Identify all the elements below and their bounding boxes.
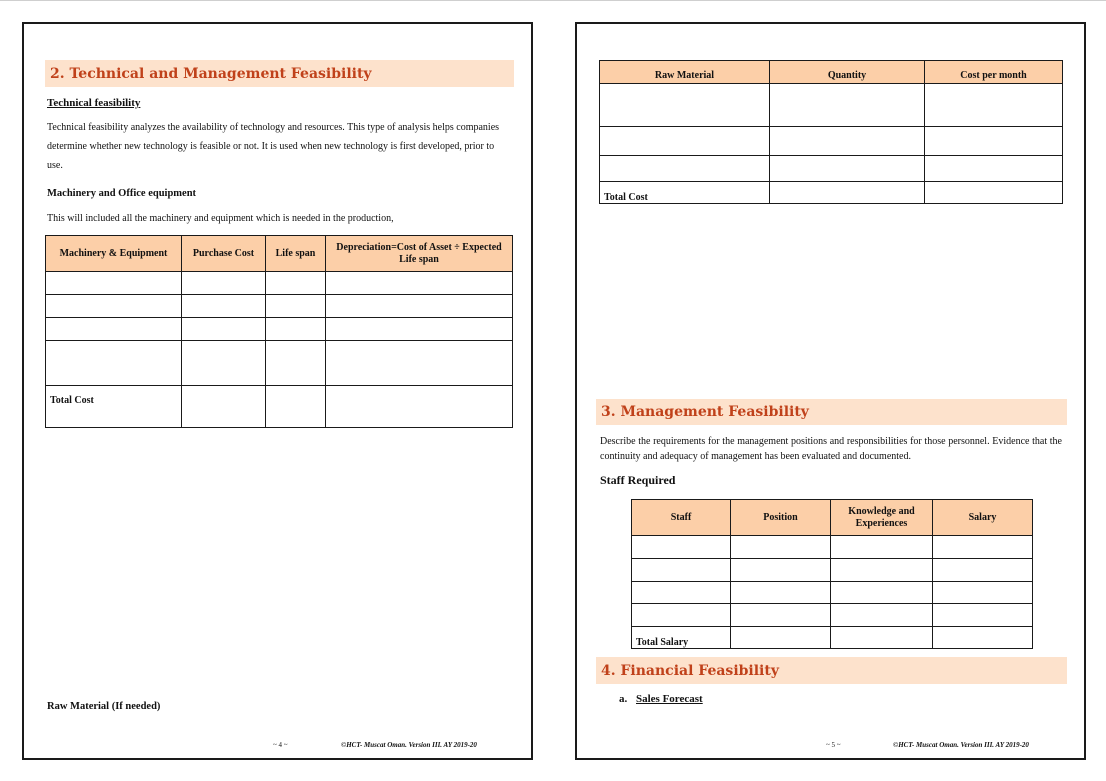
table-cell[interactable] <box>632 582 731 604</box>
table-cell[interactable] <box>326 318 513 341</box>
machinery-office-equipment-title: Machinery and Office equipment <box>47 188 197 199</box>
table-cell[interactable] <box>266 295 326 318</box>
column-header-staff: Staff <box>632 500 731 536</box>
table-cell[interactable] <box>46 341 182 386</box>
table-cell[interactable] <box>731 536 831 559</box>
table-cell[interactable] <box>925 182 1063 204</box>
column-header-depreciation: Depreciation=Cost of Asset ÷ Expected Life span <box>326 236 513 272</box>
table-cell[interactable] <box>831 627 933 649</box>
table-cell[interactable] <box>632 604 731 627</box>
page-number: ~ 4 ~ <box>273 741 288 749</box>
table-row <box>600 84 1063 127</box>
table-cell[interactable] <box>770 156 925 182</box>
sales-forecast-heading: Sales Forecast <box>636 693 703 705</box>
table-cell[interactable] <box>182 386 266 428</box>
total-cost-label: Total Cost <box>46 386 182 428</box>
table-row <box>632 582 1033 604</box>
table-cell[interactable] <box>933 536 1033 559</box>
table-row <box>46 272 513 295</box>
table-cell[interactable] <box>600 84 770 127</box>
column-header-raw-material: Raw Material <box>600 61 770 84</box>
table-cell[interactable] <box>266 272 326 295</box>
table-row <box>600 127 1063 156</box>
column-header-machinery: Machinery & Equipment <box>46 236 182 272</box>
page-footer: ©HCT- Muscat Oman. Version III. AY 2019-20 <box>893 741 1029 749</box>
table-cell[interactable] <box>632 559 731 582</box>
section-heading-financial: 4. Financial Feasibility <box>596 657 1067 684</box>
table-cell[interactable] <box>770 127 925 156</box>
table-cell[interactable] <box>600 156 770 182</box>
column-header-cost-per-month: Cost per month <box>925 61 1063 84</box>
technical-feasibility-title: Technical feasibility <box>47 97 141 109</box>
table-cell[interactable] <box>831 604 933 627</box>
table-total-row <box>632 627 1033 649</box>
table-cell[interactable] <box>731 604 831 627</box>
table-cell[interactable] <box>266 341 326 386</box>
table-row <box>600 156 1063 182</box>
table-cell[interactable] <box>600 127 770 156</box>
column-header-knowledge: Knowledge and Experiences <box>831 500 933 536</box>
table-cell[interactable] <box>266 318 326 341</box>
document-page-5 <box>575 22 1086 760</box>
table-header-row <box>46 236 513 272</box>
management-description: Describe the requirements for the management positions and responsibilities for those personnel. Evidence that the continuity and adequacy of management has been evaluated and documented. <box>600 436 1062 462</box>
table-cell[interactable] <box>831 582 933 604</box>
table-cell[interactable] <box>46 272 182 295</box>
table-total-row <box>46 386 513 428</box>
column-header-salary: Salary <box>933 500 1033 536</box>
table-row <box>46 295 513 318</box>
table-row <box>46 341 513 386</box>
raw-material-table <box>599 60 1063 204</box>
table-row <box>46 318 513 341</box>
table-total-row <box>600 182 1063 204</box>
table-cell[interactable] <box>770 182 925 204</box>
table-cell[interactable] <box>326 295 513 318</box>
column-header-life-span: Life span <box>266 236 326 272</box>
table-cell[interactable] <box>731 627 831 649</box>
table-cell[interactable] <box>925 156 1063 182</box>
table-cell[interactable] <box>266 386 326 428</box>
column-header-quantity: Quantity <box>770 61 925 84</box>
table-cell[interactable] <box>46 318 182 341</box>
page-number: ~ 5 ~ <box>826 741 841 749</box>
table-cell[interactable] <box>182 272 266 295</box>
table-cell[interactable] <box>182 341 266 386</box>
table-cell[interactable] <box>925 84 1063 127</box>
table-cell[interactable] <box>831 559 933 582</box>
table-row <box>632 536 1033 559</box>
table-cell[interactable] <box>326 272 513 295</box>
table-row <box>632 604 1033 627</box>
staff-required-title: Staff Required <box>600 473 676 487</box>
list-marker: a. <box>619 693 628 705</box>
table-cell[interactable] <box>182 295 266 318</box>
table-cell[interactable] <box>933 604 1033 627</box>
table-cell[interactable] <box>770 84 925 127</box>
table-cell[interactable] <box>933 559 1033 582</box>
section-heading-management: 3. Management Feasibility <box>596 399 1067 425</box>
total-cost-label: Total Cost <box>600 182 770 204</box>
staff-required-table <box>631 499 1033 649</box>
column-header-position: Position <box>731 500 831 536</box>
table-cell[interactable] <box>731 559 831 582</box>
table-cell[interactable] <box>326 341 513 386</box>
table-cell[interactable] <box>46 295 182 318</box>
table-cell[interactable] <box>925 127 1063 156</box>
machinery-description: This will included all the machinery and equipment which is needed in the production, <box>47 213 394 224</box>
sales-forecast-item <box>619 693 703 705</box>
window-top-divider <box>0 0 1106 1</box>
section-heading-technical-management: 2. Technical and Management Feasibility <box>45 60 514 87</box>
table-header-row <box>632 500 1033 536</box>
table-cell[interactable] <box>831 536 933 559</box>
table-cell[interactable] <box>731 582 831 604</box>
page-footer: ©HCT- Muscat Oman. Version III. AY 2019-20 <box>341 741 477 749</box>
document-page-4 <box>22 22 533 760</box>
machinery-equipment-table <box>45 235 513 428</box>
table-cell[interactable] <box>326 386 513 428</box>
table-cell[interactable] <box>632 536 731 559</box>
table-cell[interactable] <box>933 582 1033 604</box>
total-salary-label: Total Salary <box>632 627 731 649</box>
table-row <box>632 559 1033 582</box>
technical-feasibility-paragraph: Technical feasibility analyzes the availability of technology and resources. This type of analysis helps companies determine whether new technology is feasible or not. It is used when new technology is first developed, prior to use. <box>47 122 500 171</box>
table-cell[interactable] <box>182 318 266 341</box>
table-cell[interactable] <box>933 627 1033 649</box>
column-header-purchase-cost: Purchase Cost <box>182 236 266 272</box>
table-header-row <box>600 61 1063 84</box>
raw-material-label: Raw Material (If needed) <box>47 701 161 712</box>
